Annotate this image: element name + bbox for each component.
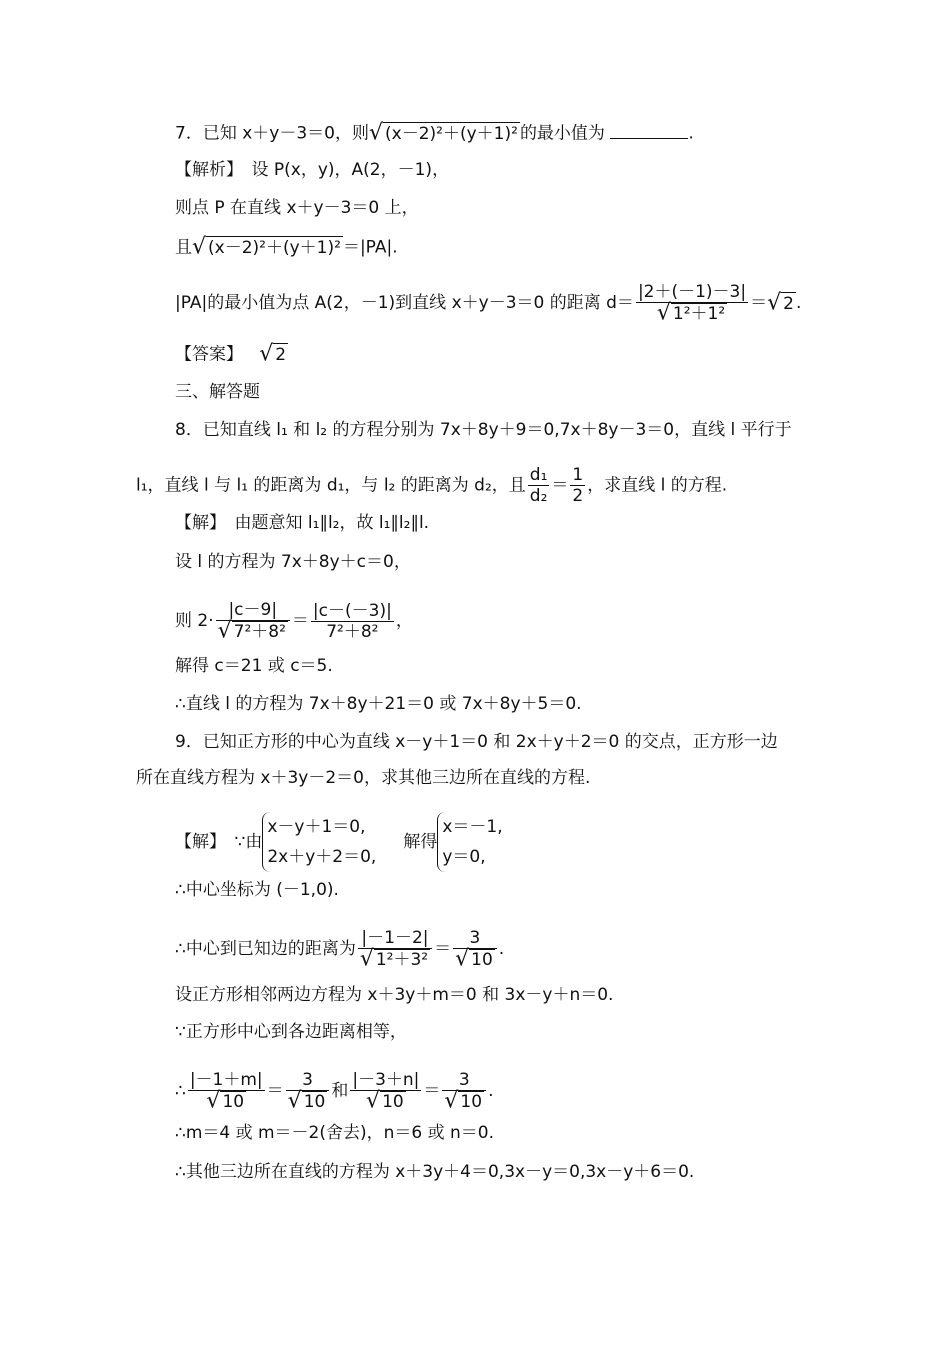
q7-solution-line2: 则点 P 在直线 x＋y－3＝0 上， bbox=[175, 198, 419, 218]
q8-solution-line1: 【解】 由题意知 l₁∥l₂，故 l₁∥l₂∥l. bbox=[175, 513, 430, 533]
q9-solution-line1: 【解】 ∵由 x－y＋1＝0, 2x＋y＋2＝0, 解得 x＝－1, y＝0, bbox=[175, 812, 503, 872]
solution-system: x＝－1, y＝0, bbox=[437, 812, 502, 872]
q8-solution-line4: 解得 c＝21 或 c＝5. bbox=[175, 656, 333, 676]
q9-solution-line3: ∴中心到已知边的距离为 $\frac{|-1-2|}{\text{√ 1²＋3²}}$ ＝ $\frac{3}{√ 10}$ . bbox=[175, 928, 505, 972]
q9-stem-line2: 所在直线方程为 x＋3y－2＝0，求其他三边所在直线的方程. bbox=[136, 768, 591, 788]
distance-fraction: $\frac{|2+(-1)-3|}{\text{√ 1²＋1²}}$ bbox=[637, 282, 747, 326]
q9-solution-line8: ∴其他三边所在直线的方程为 x＋3y＋4＝0,3x－y＝0,3x－y＋6＝0. bbox=[175, 1162, 695, 1182]
equation-system: x－y＋1＝0, 2x＋y＋2＝0, bbox=[262, 812, 376, 872]
q7-stem: 7．已知 x＋y－3＝0，则√ (x－2)²＋(y＋1)² 的最小值为 . bbox=[175, 120, 694, 146]
section-heading: 三、解答题 bbox=[175, 382, 260, 402]
q9-stem-line1: 9．已知正方形的中心为直线 x－y＋1＝0 和 2x＋y＋2＝0 的交点，正方形一边 bbox=[175, 732, 778, 752]
q8-solution-line5: ∴直线 l 的方程为 7x＋8y＋21＝0 或 7x＋8y＋5＝0. bbox=[175, 694, 582, 714]
answer-blank bbox=[610, 124, 688, 139]
q9-solution-line7: ∴m＝4 或 m＝－2(舍去)，n＝6 或 n＝0. bbox=[175, 1123, 495, 1143]
q8-solution-line2: 设 l 的方程为 7x＋8y＋c＝0， bbox=[175, 552, 411, 572]
q9-solution-line4: 设正方形相邻两边方程为 x＋3y＋m＝0 和 3x－y＋n＝0. bbox=[175, 985, 614, 1005]
q9-solution-line5: ∵正方形中心到各边距离相等， bbox=[175, 1022, 407, 1042]
q8-stem-line2: l₁，直线 l 与 l₁ 的距离为 d₁，与 l₂ 的距离为 d₂，且 $\frac{\text{d₁}}{\text{d₂}}$ ＝ $\frac{1}{2}$ ，求直线 l 的方程. bbox=[136, 465, 728, 506]
q9-solution-line2: ∴中心坐标为 (－1,0). bbox=[175, 880, 339, 900]
q7-solution-line3: 且√ (x－2)²＋(y＋1)² ＝|PA|. bbox=[175, 234, 398, 260]
q7-answer: 【答案】 √ 2 bbox=[175, 341, 287, 367]
q7-radical: √ (x－2)²＋(y＋1)² bbox=[368, 120, 518, 146]
q8-stem-line1: 8．已知直线 l₁ 和 l₂ 的方程分别为 7x＋8y＋9＝0,7x＋8y－3＝0，直线 l 平行于 bbox=[175, 420, 792, 440]
q9-solution-line6: ∴ $\frac{|-1+m|}{√ 10}$ ＝ $\frac{3}{√ 10}$ 和 $\frac{|-3+n|}{√ 10}$ ＝ $\frac{3}{√ 10}$ . bbox=[175, 1070, 494, 1114]
q7-solution-line1: 【解析】 设 P(x，y)，A(2，－1)， bbox=[175, 160, 450, 180]
q8-solution-line3: 则 2· $\frac{|c-9|}{\text{√ 7²＋8²}}$ ＝ $\frac{|c-(-3)|}{\text{7²＋8²}}$ ， bbox=[175, 600, 413, 644]
q7-solution-line4: |PA|的最小值为点 A(2，－1)到直线 x＋y－3＝0 的距离 d＝ $\frac{|2+(-1)-3|}{\text{√ 1²＋1²}}$ ＝√ 2 . bbox=[175, 282, 802, 326]
